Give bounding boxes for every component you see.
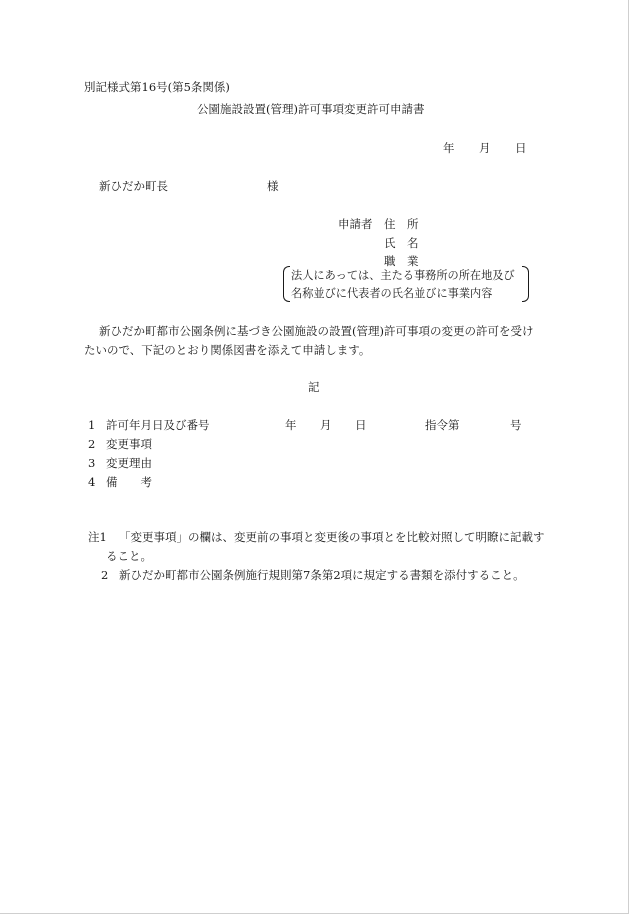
- item-1-day: 日: [355, 418, 367, 432]
- applicant-address-label: 住 所: [384, 217, 419, 231]
- note-2-number: 2: [101, 568, 109, 582]
- body-line-2: たいので、下記のとおり関係図書を添えて申請します。: [84, 343, 371, 357]
- note-bracket-right: [522, 266, 529, 302]
- note-1-line1: 「変更事項」の欄は、変更前の事項と変更後の事項とを比較対照して明瞭に記載す: [119, 530, 545, 544]
- addressee-name: 新ひだか町長: [99, 179, 168, 193]
- date-month: 月: [479, 141, 491, 155]
- date-day: 日: [515, 141, 527, 155]
- item-4-number: 4: [88, 475, 96, 489]
- date-year: 年: [443, 141, 455, 155]
- note-1-prefix: 注1: [88, 530, 107, 544]
- applicant-note-line2: 名称並びに代表者の氏名並びに事業内容: [291, 287, 493, 300]
- note-1-line2: ること。: [106, 549, 152, 563]
- addressee-honorific: 様: [267, 179, 279, 193]
- note-2-text: 新ひだか町都市公園条例施行規則第7条第2項に規定する書類を添付すること。: [119, 568, 525, 582]
- item-2-label: 変更事項: [106, 437, 152, 451]
- item-1-number-suffix: 号: [510, 418, 522, 432]
- document-title: 公園施設設置(管理)許可事項変更許可申請書: [197, 102, 425, 116]
- body-line-1: 新ひだか町都市公園条例に基づき公園施設の設置(管理)許可事項の変更の許可を受け: [99, 324, 534, 338]
- note-bracket-left: [283, 266, 290, 302]
- item-1-number: 1: [88, 418, 96, 432]
- item-1-month: 月: [320, 418, 332, 432]
- ki-heading: 記: [308, 380, 320, 394]
- item-1-year: 年: [285, 418, 297, 432]
- applicant-occupation-label: 職 業: [384, 254, 419, 268]
- item-4-label: 備 考: [106, 475, 152, 489]
- applicant-name-label: 氏 名: [384, 236, 419, 250]
- item-3-label: 変更理由: [106, 456, 152, 470]
- form-id: 別記様式第16号(第5条関係): [84, 80, 230, 94]
- item-1-label: 許可年月日及び番号: [106, 418, 210, 432]
- applicant-note-line1: 法人にあっては、主たる事務所の所在地及び: [291, 269, 515, 282]
- item-3-number: 3: [88, 456, 96, 470]
- item-1-order: 指令第: [425, 418, 460, 432]
- applicant-label: 申請者: [338, 217, 373, 231]
- item-2-number: 2: [88, 437, 96, 451]
